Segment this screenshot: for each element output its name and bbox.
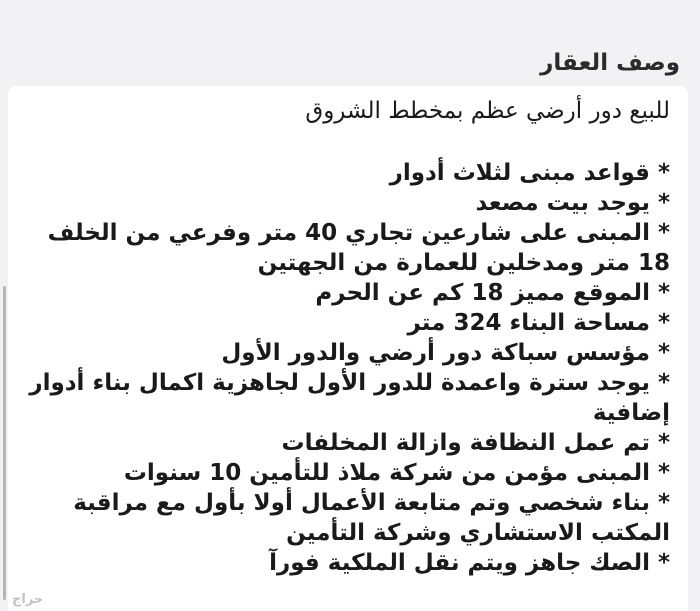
bullet-star: * [657, 310, 670, 336]
section-heading: وصف العقار [540, 50, 680, 76]
list-item-text: مساحة البناء 324 متر [407, 310, 650, 336]
blank-line [16, 126, 670, 158]
bullet-star: * [657, 550, 670, 576]
list-item [16, 488, 670, 548]
bullet-star: * [657, 490, 670, 516]
list-item-text: يوجد سترة واعمدة للدور الأول لجاهزية اكمال بناء أدوار إضافية [29, 370, 670, 426]
bullet-star: * [657, 430, 670, 456]
list-item [16, 458, 670, 488]
list-item [16, 278, 670, 308]
bullet-star: * [657, 280, 670, 306]
list-item-text: قواعد مبنى لثلاث أدوار [389, 160, 650, 186]
list-item [16, 368, 670, 428]
bullet-star: * [657, 220, 670, 246]
bullet-star: * [657, 340, 670, 366]
list-item-text: المبنى مؤمن من شركة ملاذ للتأمين 10 سنوات [123, 460, 650, 486]
list-item [16, 338, 670, 368]
list-item-text: المبنى على شارعين تجاري 40 متر وفرعي من الخلف 18 متر ومدخلين للعمارة من الجهتين [47, 220, 670, 276]
bullet-star: * [657, 460, 670, 486]
list-item-text: الموقع مميز 18 كم عن الحرم [315, 280, 650, 306]
description-card [8, 86, 688, 611]
list-item-text: تم عمل النظافة وازالة المخلفات [281, 430, 650, 456]
bullet-star: * [657, 370, 670, 396]
scrollbar[interactable] [3, 286, 6, 600]
list-item-text: بناء شخصي وتم متابعة الأعمال أولا بأول مع مراقبة المكتب الاستشاري وشركة التأمين [73, 490, 670, 546]
list-item [16, 428, 670, 458]
watermark: حراج [12, 592, 44, 607]
list-item [16, 548, 670, 578]
list-item-text: مؤسس سباكة دور أرضي والدور الأول [221, 340, 650, 366]
list-item [16, 158, 670, 188]
description-title: للبيع دور أرضي عظم بمخطط الشروق [305, 98, 670, 124]
list-item [16, 188, 670, 218]
bullet-star: * [657, 160, 670, 186]
feature-list [16, 158, 670, 578]
list-item-text: يوجد بيت مصعد [475, 190, 650, 216]
list-item-text: الصك جاهز ويتم نقل الملكية فورآ [269, 550, 650, 576]
list-item [16, 218, 670, 278]
list-item [16, 308, 670, 338]
bullet-star: * [657, 190, 670, 216]
